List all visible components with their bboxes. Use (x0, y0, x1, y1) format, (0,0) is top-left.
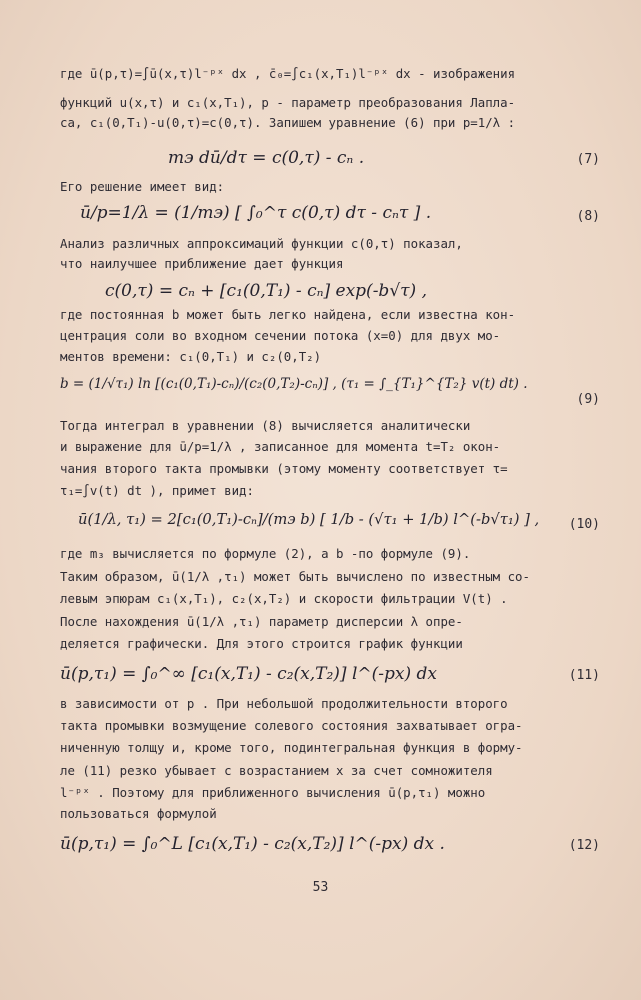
text-line: центрация соли во входном сечении потока (x=0) для двух мо- (60, 328, 501, 343)
text-line: в зависимости от p . При небольшой продолжительности второго (60, 696, 508, 711)
text-line: Тогда интеграл в уравнении (8) вычисляется аналитически (60, 418, 471, 433)
equation-11 (60, 660, 600, 690)
equation-number: (8) (576, 209, 600, 224)
text-line: где постоянная b может быть легко найдена, если известна кон- (60, 307, 516, 322)
equation-formula: ū(p,τ₁) = ∫₀^L [c₁(x,T₁) - c₂(x,T₂)] l^(-px) dx . (60, 834, 445, 854)
equation-number: (10) (568, 517, 600, 532)
text-line: ниченную толщу и, кроме того, подинтегральная функция в форму- (60, 740, 523, 755)
text-line: левым эпюрам c₁(x,T₁), c₂(x,T₂) и скорости фильтрации V(t) . (60, 591, 508, 606)
text-line: такта промывки возмущение солевого состояния захватывает огра- (60, 718, 523, 733)
text-line: где ū(p,τ)=∫ū(x,τ)l⁻ᵖˣ dx , c̄₀=∫c₁(x,T₁)l⁻ᵖˣ dx - изображения (60, 66, 516, 81)
text-line: ле (11) резко убывает с возрастанием x за счет сомножителя (60, 763, 493, 778)
text-line: чания второго такта промывки (этому моменту соответствует τ= (60, 461, 508, 476)
text-line: Таким образом, ū(1/λ ,τ₁) может быть вычислено по известным со- (60, 569, 530, 584)
text-line: Анализ различных аппроксимаций функции c(0,τ) показал, (60, 236, 463, 251)
equation-9 (60, 372, 600, 407)
text-line: пользоваться формулой (60, 806, 217, 821)
equation-number: (12) (568, 838, 600, 853)
text-line: Его решение имеет вид: (60, 179, 225, 194)
text-line: l⁻ᵖˣ . Поэтому для приближенного вычисления ū(p,τ₁) можно (60, 785, 486, 800)
equation-number: (11) (568, 668, 600, 683)
equation-7 (60, 146, 600, 176)
text-line: и выражение для ū/p=1/λ , записанное для момента t=T₂ окон- (60, 439, 501, 454)
equation-formula: ū/p=1/λ = (1/mэ) [ ∫₀^τ c(0,τ) dτ - cₙτ ] . (80, 203, 432, 223)
page-number: 53 (312, 880, 329, 895)
text-line: что наилучшее приближение дает функция (60, 256, 344, 271)
text-line: где m₃ вычисляется по формуле (2), а b -по формуле (9). (60, 546, 471, 561)
text-line: τ₁=∫v(t) dt ), примет вид: (60, 483, 254, 498)
text-line: функций u(x,τ) и c₁(x,T₁), p - параметр преобразования Лапла- (60, 95, 516, 110)
equation-formula: c(0,τ) = cₙ + [c₁(0,T₁) - cₙ] exp(-b√τ) , (105, 281, 427, 301)
text-line: деляется графически. Для этого строится график функции (60, 636, 463, 651)
equation-formula: ū(1/λ, τ₁) = 2[c₁(0,T₁)-cₙ]/(mэ b) [ 1/b - (√τ₁ + 1/b) l^(-b√τ₁) ] , (78, 511, 540, 528)
equation-formula: mэ dū/dτ = c(0,τ) - cₙ . (168, 148, 365, 168)
equation-10 (60, 505, 600, 535)
equation-number: (9) (576, 392, 600, 407)
equation-approximation (60, 279, 600, 309)
equation-number: (7) (576, 152, 600, 167)
equation-8 (60, 201, 600, 231)
equation-12 (60, 830, 600, 860)
equation-formula: ū(p,τ₁) = ∫₀^∞ [c₁(x,T₁) - c₂(x,T₂)] l^(-px) dx (60, 664, 437, 684)
text-line: ментов времени: c₁(0,T₁) и c₂(0,T₂) (60, 349, 322, 364)
text-line: са, c₁(0,T₁)-u(0,τ)=c(0,τ). Запишем уравнение (6) при p=1/λ : (60, 115, 516, 130)
text-line: После нахождения ū(1/λ ,τ₁) параметр дисперсии λ опре- (60, 614, 463, 629)
equation-formula: b = (1/√τ₁) ln [(c₁(0,T₁)-cₙ)/(c₂(0,T₂)-cₙ)] , (τ₁ = ∫_{T₁}^{T₂} v(t) dt) . (60, 376, 528, 392)
